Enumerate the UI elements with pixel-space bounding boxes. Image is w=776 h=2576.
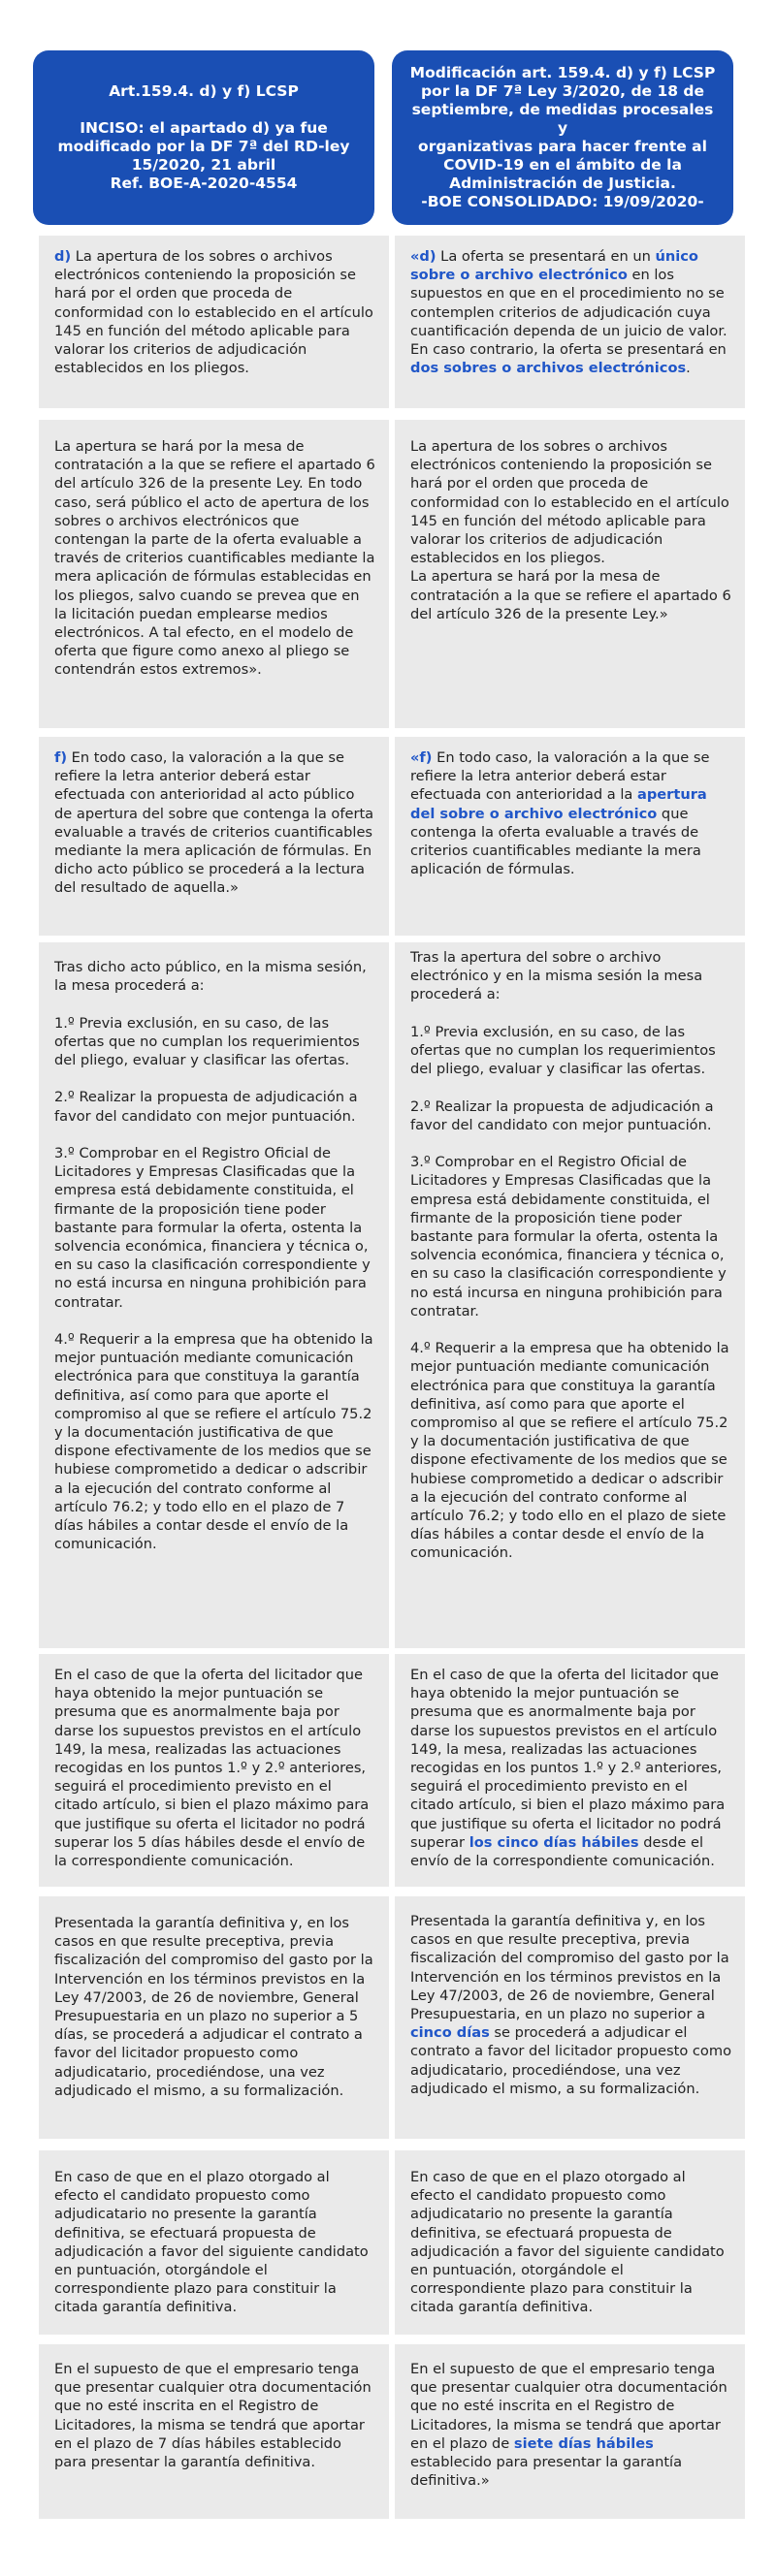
- highlight-text: siete días hábiles: [513, 2434, 654, 2452]
- row4-right-cell: [395, 942, 745, 1648]
- row4-left-cell: [39, 942, 389, 1648]
- header-modified-text: [392, 50, 733, 225]
- header-left-line: INCISO: el apartado d) ya fue: [80, 119, 328, 137]
- row7-right-text: En caso de que en el plazo otorgado al efecto el candidato propuesto como adjudicatario no presente la garantía definitiva, se efectuará propuesta de adjudicación a favor del siguiente candidato en puntuación, otorgándole el correspondiente plazo para constituir la citada garantía definitiva.: [410, 2169, 725, 2316]
- row1-right-text: [410, 247, 731, 377]
- paragraph-text: que contenga la oferta evaluable a través de criterios cuantificables mediante la mera aplicación de fórmulas.: [410, 805, 701, 878]
- paragraph-text: En todo caso, la valoración a la que se refiere la letra anterior deberá estar efectuada con anterioridad a la: [410, 749, 710, 804]
- header-original-text: [33, 50, 374, 225]
- row7-left-cell: [39, 2150, 389, 2335]
- highlight-text: los cinco días hábiles: [469, 1833, 639, 1851]
- paragraph-text: La apertura de los sobres o archivos electrónicos conteniendo la proposición se hará por el orden que proceda de conformidad con lo establecido en el artículo 145 en función del método aplicable para valorar los criterios de adjudicación establecidos en los pliegos.: [54, 248, 373, 377]
- row3-right-text: [410, 748, 731, 878]
- row4-left-item: 2.º Realizar la propuesta de adjudicación a favor del candidato con mejor puntuación.: [54, 1089, 358, 1125]
- row4-left-intro: Tras dicho acto público, en la misma sesión, la mesa procederá a:: [54, 959, 367, 995]
- paragraph-text: En el caso de que la oferta del licitador que haya obtenido la mejor puntuación se presuma que es anormalmente baja por darse los supuestos previstos en el artículo 149, la mesa, realizadas las actuaciones recogidas en los puntos 1.º y 2.º anteriores, seguirá el procedimiento previsto en el citado artículo, si bien el plazo máximo para que justifique su oferta el licitador no podrá superar: [410, 1667, 726, 1851]
- header-right-line: Modificación art. 159.4. d) y f) LCSP: [409, 64, 716, 81]
- header-left-title: Art.159.4. d) y f) LCSP: [109, 82, 299, 100]
- row8-left-cell: [39, 2344, 389, 2519]
- row4-left-item: 3.º Comprobar en el Registro Oficial de Licitadores y Empresas Clasificadas que la empresa está debidamente constituida, el firmante de la proposición tiene poder bastante para formular la oferta, ostenta la solvencia económica, financiera y técnica o, en su caso la clasificación correspondiente y no está incursa en ninguna prohibición para contratar.: [54, 1144, 371, 1311]
- header-left-line: 15/2020, 21 abril: [131, 156, 276, 174]
- highlight-text: apertura del sobre o archivo electrónico: [410, 786, 707, 822]
- header-right-line: por la DF 7ª Ley 3/2020, de 18 de: [420, 82, 705, 100]
- row4-left-item: 1.º Previa exclusión, en su caso, de las ofertas que no cumplan los requerimientos del pliego, evaluar y clasificar las ofertas.: [54, 1014, 360, 1068]
- header-right-line: -BOE CONSOLIDADO: 19/09/2020-: [421, 193, 704, 210]
- row1-left-cell: [39, 236, 389, 408]
- paragraph-text: en los supuestos en que en el procedimiento no se contemplen criterios de adjudicación cuya cuantificación dependa de un juicio de valor. En caso contrario, la oferta se presentará en: [410, 267, 728, 359]
- letter-label: d): [54, 248, 72, 265]
- header-right-line: Administración de Justicia.: [449, 175, 676, 192]
- paragraph-text: se procederá a adjudicar el contrato a favor del licitador propuesto como adjudicatario, procediéndose, una vez adjudicado el mismo, a su formalización.: [410, 2024, 731, 2097]
- row5-left-cell: [39, 1654, 389, 1887]
- paragraph-text: En el supuesto de que el empresario tenga que presentar cualquier otra documentación que no esté inscrita en el Registro de Licitadores, la misma se tendrá que aportar en el plazo de: [410, 2361, 728, 2452]
- row4-right-intro: Tras la apertura del sobre o archivo electrónico y en la misma sesión la mesa procederá a:: [410, 949, 703, 1003]
- letter-label: «f): [410, 749, 433, 766]
- row4-right-item: 3.º Comprobar en el Registro Oficial de Licitadores y Empresas Clasificadas que la empresa está debidamente constituida, el firmante de la proposición tiene poder bastante para formular la oferta, ostenta la solvencia económica, financiera y técnica o, en su caso la clasificación correspondiente y no está incursa en ninguna prohibición para contratar.: [410, 1154, 727, 1320]
- row2-right-cell: [395, 420, 745, 728]
- row6-left-cell: [39, 1896, 389, 2139]
- paragraph-text: desde el envío de la correspondiente comunicación.: [410, 1833, 715, 1870]
- row4-right-item: 4.º Requerir a la empresa que ha obtenido la mejor puntuación mediante comunicación electrónica para que constituya la garantía definitiva, así como para que aporte el compromiso al que se refiere el artículo 75.2 y la documentación justificativa de que dispone efectivamente de los medios que se hubiese comprometido a dedicar o adscribir a la ejecución del contrato conforme al artículo 76.2; y todo ello en el plazo de siete días hábiles a contar desde el envío de la comunicación.: [410, 1340, 729, 1562]
- row4-right-item: 1.º Previa exclusión, en su caso, de las ofertas que no cumplan los requerimientos del pliego, evaluar y clasificar las ofertas.: [410, 1023, 716, 1078]
- row4-right-item: 2.º Realizar la propuesta de adjudicación a favor del candidato con mejor puntuación.: [410, 1097, 714, 1133]
- header-right-line: COVID-19 en el ámbito de la: [443, 156, 682, 174]
- paragraph-text: En todo caso, la valoración a la que se refiere la letra anterior deberá estar efectuada con anterioridad al acto público de apertura del sobre que contenga la oferta evaluable a través de criterios cuantificables mediante la mera aplicación de fórmulas. En dicho acto público se procederá a la lectura del resultado de aquella.»: [54, 749, 374, 897]
- row7-left-text: En caso de que en el plazo otorgado al efecto el candidato propuesto como adjudicatario no presente la garantía definitiva, se efectuará propuesta de adjudicación a favor del siguiente candidato en puntuación, otorgándole el correspondiente plazo para constituir la citada garantía definitiva.: [54, 2169, 369, 2316]
- row5-left-text: En el caso de que la oferta del licitador que haya obtenido la mejor puntuación se presuma que es anormalmente baja por darse los supuestos previstos en el artículo 149, la mesa, realizadas las actuaciones recogidas en los puntos 1.º y 2.º anteriores, seguirá el procedimiento previsto en el citado artículo, si bien el plazo máximo para que justifique su oferta el licitador no podrá superar los 5 días hábiles desde el envío de la correspondiente comunicación.: [54, 1667, 370, 1870]
- row2-right-text: La apertura se hará por la mesa de contratación a la que se refiere el apartado 6 del artículo 326 de la presente Ley.»: [410, 568, 731, 622]
- paragraph-text: establecido para presentar la garantía definitiva.»: [410, 2454, 683, 2490]
- letter-label: «d): [410, 248, 436, 265]
- row5-right-cell: [395, 1654, 745, 1887]
- highlight-text: dos sobres o archivos electrónicos: [410, 360, 687, 377]
- row8-right-cell: [395, 2344, 745, 2519]
- highlight-text: cinco días: [410, 2024, 490, 2042]
- row6-right-text: [410, 1912, 731, 2098]
- row1-right-cell: [395, 236, 745, 408]
- header-right-line: septiembre, de medidas procesales y: [411, 101, 714, 137]
- paragraph-text: La oferta se presentará en un: [436, 248, 656, 265]
- letter-label: f): [54, 749, 68, 766]
- row1-left-text: [54, 247, 375, 377]
- header-left-line: modificado por la DF 7ª del RD-ley: [57, 138, 350, 155]
- row8-left-text: En el supuesto de que el empresario tenga que presentar cualquier otra documentación que no esté inscrita en el Registro de Licitadores, la misma se tendrá que aportar en el plazo de 7 días hábiles establecido para presentar la garantía definitiva.: [54, 2361, 372, 2471]
- row2-left-cell: [39, 420, 389, 728]
- row3-left-cell: [39, 737, 389, 936]
- row6-right-cell: [395, 1896, 745, 2139]
- row2-right-text: La apertura de los sobres o archivos electrónicos conteniendo la proposición se hará por el orden que proceda de conformidad con lo establecido en el artículo 145 en función del método aplicable para valorar los criterios de adjudicación establecidos en los pliegos.: [410, 438, 729, 567]
- row8-right-text: [410, 2360, 731, 2490]
- row5-right-text: [410, 1666, 731, 1870]
- paragraph-text: .: [686, 360, 691, 377]
- row3-right-cell: [395, 737, 745, 936]
- header-right-line: organizativas para hacer frente al: [418, 138, 707, 155]
- header-left-line: Ref. BOE-A-2020-4554: [110, 175, 298, 192]
- row6-left-text: Presentada la garantía definitiva y, en los casos en que resulte preceptiva, previa fiscalización del compromiso del gasto por la Intervención en los términos previstos en la Ley 47/2003, de 26 de noviembre, General Presupuestaria en un plazo no superior a 5 días, se procederá a adjudicar el contrato a favor del licitador propuesto como adjudicatario, procediéndose, una vez adjudicado el mismo, a su formalización.: [54, 1915, 373, 2099]
- row7-right-cell: [395, 2150, 745, 2335]
- highlight-text: único sobre o archivo electrónico: [410, 248, 698, 284]
- paragraph-text: Presentada la garantía definitiva y, en los casos en que resulte preceptiva, previa fiscalización del compromiso del gasto por la Intervención en los términos previstos en la Ley 47/2003, de 26 de noviembre, General Presupuestaria, en un plazo no superior a: [410, 1913, 729, 2023]
- row2-left-text: La apertura se hará por la mesa de contratación a la que se refiere el apartado 6 del artículo 326 de la presente Ley. En todo caso, será público el acto de apertura de los sobres o archivos electrónicos que contengan la parte de la oferta evaluable a través de criterios cuantificables mediante la mera aplicación de fórmulas establecidas en los pliegos, salvo cuando se prevea que en la licitación puedan emplearse medios electrónicos. A tal efecto, en el modelo de oferta que figure como anexo al pliego se contendrán estos extremos».: [54, 438, 375, 679]
- row3-left-text: [54, 748, 375, 898]
- row4-left-item: 4.º Requerir a la empresa que ha obtenido la mejor puntuación mediante comunicación electrónica para que constituya la garantía definitiva, así como para que aporte el compromiso al que se refiere el artículo 75.2 y la documentación justificativa de que dispone efectivamente de los medios que se hubiese comprometido a dedicar o adscribir a la ejecución del contrato conforme al artículo 76.2; y todo ello en el plazo de 7 días hábiles a contar desde el envío de la comunicación.: [54, 1331, 373, 1553]
